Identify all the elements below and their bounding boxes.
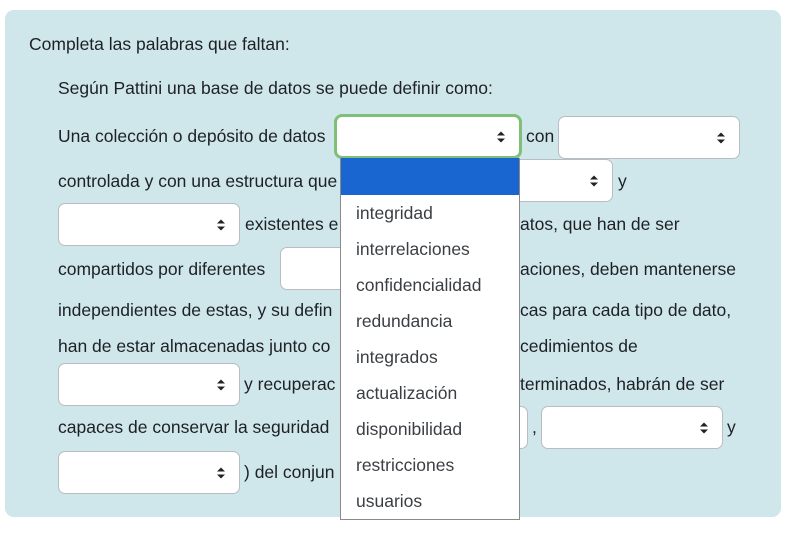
fragment-15: capaces de conservar la seguridad — [58, 417, 330, 437]
fragment-9: independientes de estas, y su defin — [58, 300, 333, 320]
chevron-updown-icon — [216, 218, 226, 232]
dropdown-option[interactable]: confidencialidad — [356, 275, 482, 295]
fragment-18: ) del conjun — [244, 462, 335, 482]
blank-select-8[interactable] — [541, 406, 723, 449]
chevron-updown-icon — [496, 130, 506, 144]
fragment-1: Una colección o depósito de datos — [58, 126, 326, 146]
fragment-2: con — [526, 126, 555, 146]
fragment-11: han de estar almacenadas junto co — [58, 336, 331, 356]
fragment-13: y recuperac — [244, 374, 336, 394]
blank-select-4[interactable] — [58, 203, 240, 246]
dropdown-option[interactable]: redundancia — [356, 311, 453, 331]
dropdown-option-blank[interactable] — [341, 158, 519, 195]
intro-text: Según Pattini una base de datos se puede definir como: — [58, 78, 493, 98]
dropdown-option[interactable]: restricciones — [356, 455, 455, 475]
blank-select-1[interactable] — [334, 114, 522, 159]
fragment-3: controlada y con una estructura que — [58, 171, 338, 191]
dropdown-option[interactable]: interrelaciones — [356, 239, 470, 259]
dropdown-option[interactable]: disponibilidad — [356, 419, 463, 439]
fragment-12: cedimientos de — [520, 336, 638, 356]
fragment-16: , — [532, 417, 537, 437]
chevron-updown-icon — [699, 421, 709, 435]
dropdown-option[interactable]: integrados — [356, 347, 438, 367]
dropdown-option[interactable]: actualización — [356, 383, 458, 403]
chevron-updown-icon — [716, 131, 726, 145]
fragment-6: atos, que han de ser — [520, 214, 680, 234]
fragment-8: aciones, deben mantenerse — [520, 259, 736, 279]
dropdown-list — [340, 158, 520, 520]
fragment-4: y — [618, 171, 627, 191]
fragment-17: y — [727, 417, 736, 437]
chevron-updown-icon — [216, 466, 226, 480]
fragment-14: terminados, habrán de ser — [520, 374, 725, 394]
dropdown-option[interactable]: integridad — [356, 203, 433, 223]
blank-select-6[interactable] — [58, 363, 240, 406]
blank-select-2[interactable] — [558, 116, 740, 159]
chevron-updown-icon — [216, 378, 226, 392]
dropdown-option[interactable]: usuarios — [356, 491, 423, 511]
fragment-7: compartidos por diferentes — [58, 259, 266, 279]
chevron-updown-icon — [589, 174, 599, 188]
fragment-5: existentes e — [245, 214, 339, 234]
blank-select-9[interactable] — [58, 451, 240, 494]
instruction-text: Completa las palabras que faltan: — [29, 34, 290, 54]
fragment-10: cas para cada tipo de dato, — [520, 300, 732, 320]
